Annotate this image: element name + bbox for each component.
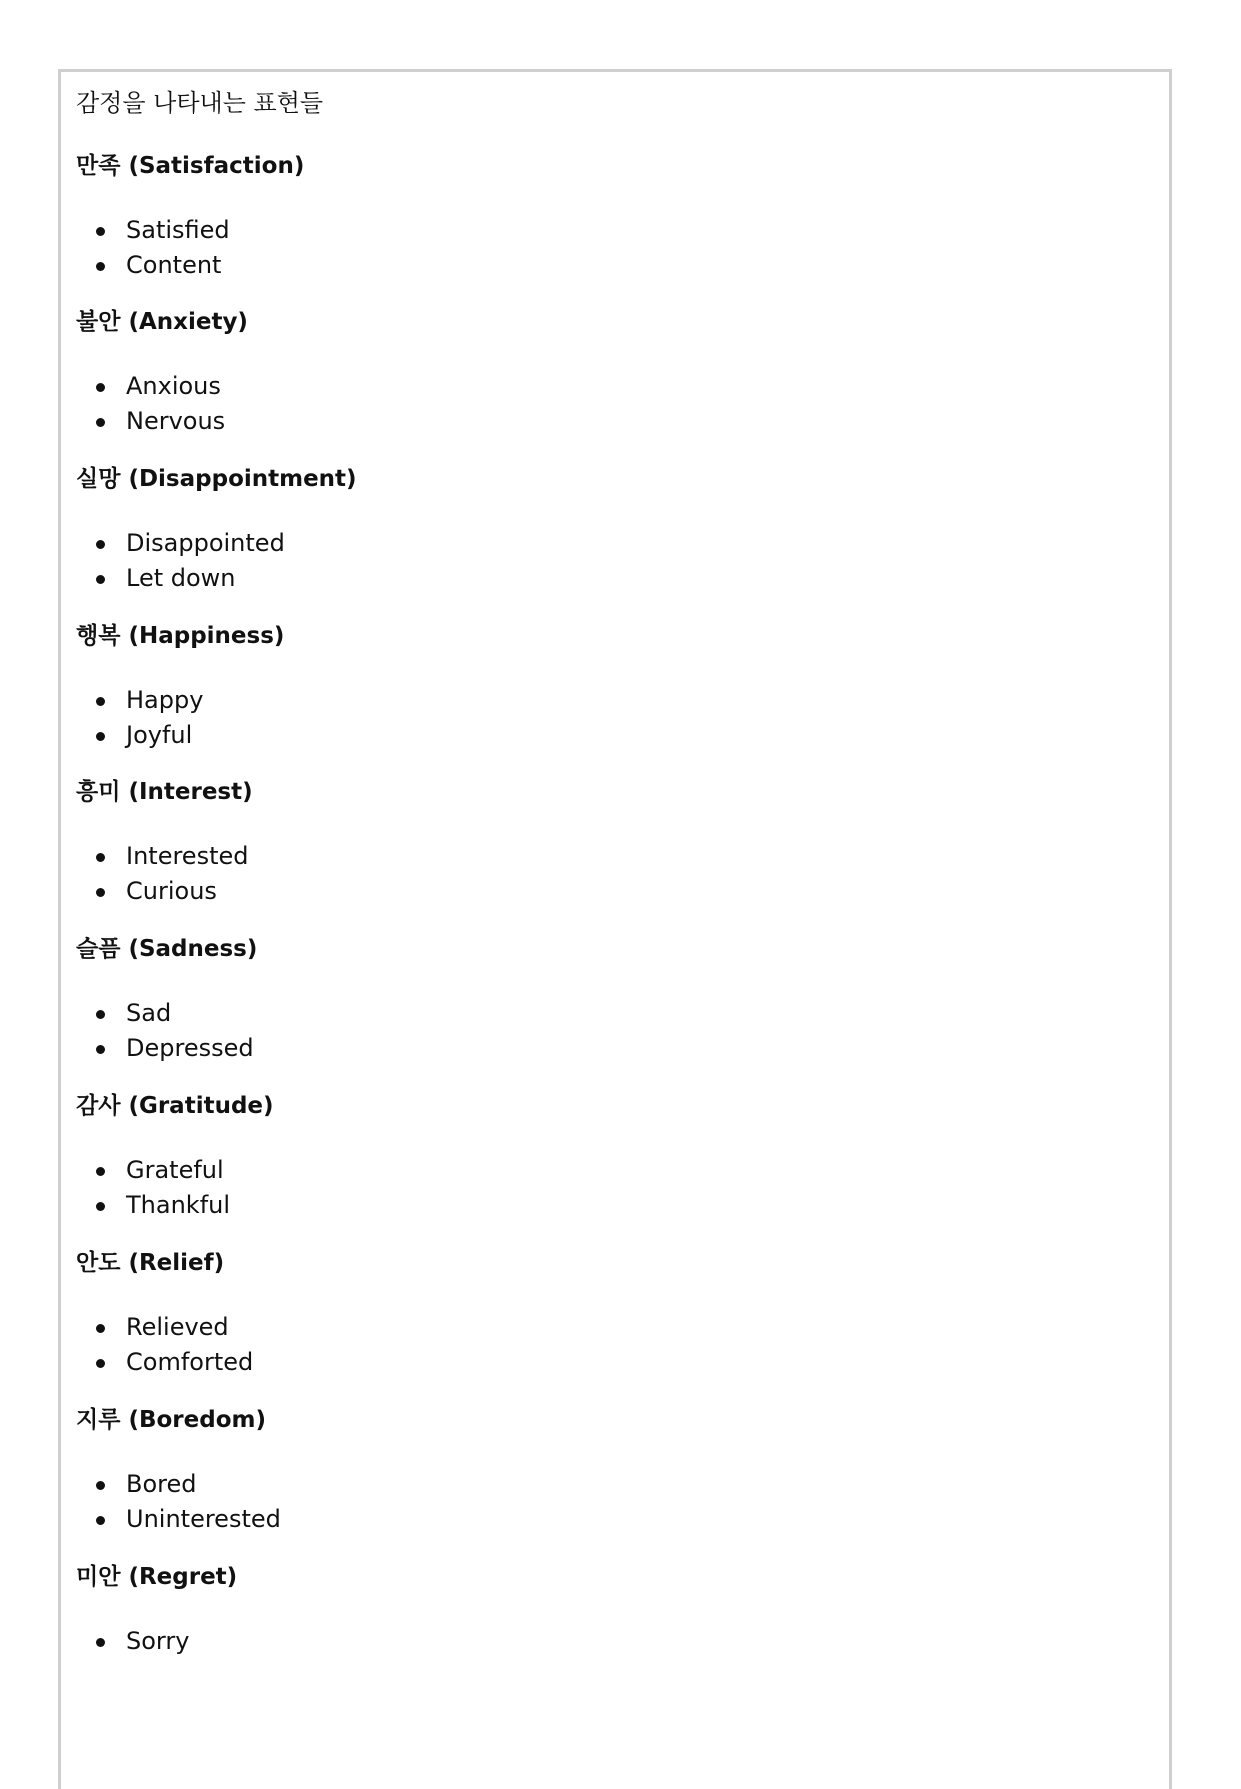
list-item <box>76 1345 253 1380</box>
bullet-icon <box>96 697 105 706</box>
list-item-text: Depressed <box>126 1034 254 1062</box>
list-item <box>76 683 203 718</box>
section-happiness <box>76 620 1076 749</box>
expression-list <box>76 526 285 596</box>
list-item-text: Sorry <box>126 1627 190 1655</box>
section-heading: 행복 (Happiness) <box>76 623 285 649</box>
expression-list <box>76 1624 189 1659</box>
section-heading: 실망 (Disappointment) <box>76 466 357 492</box>
section-satisfaction <box>76 150 1076 279</box>
bullet-icon <box>96 540 105 549</box>
section-regret <box>76 1561 1076 1655</box>
list-item <box>76 526 285 561</box>
section-heading: 미안 (Regret) <box>76 1564 238 1590</box>
list-item-text: Relieved <box>126 1313 229 1341</box>
bullet-icon <box>96 1481 105 1490</box>
list-item-text: Uninterested <box>126 1505 281 1533</box>
expression-list <box>76 213 230 283</box>
section-heading: 불안 (Anxiety) <box>76 309 248 335</box>
bullet-icon <box>96 732 105 741</box>
list-item <box>76 1153 230 1188</box>
bullet-icon <box>96 1359 105 1368</box>
section-heading: 지루 (Boredom) <box>76 1407 266 1433</box>
expression-list <box>76 996 254 1066</box>
bullet-icon <box>96 262 105 271</box>
list-item <box>76 213 230 248</box>
bullet-icon <box>96 575 105 584</box>
list-item-text: Comforted <box>126 1348 254 1376</box>
section-gratitude <box>76 1090 1076 1219</box>
expression-list <box>76 683 203 753</box>
expression-list <box>76 839 248 909</box>
list-item-text: Anxious <box>126 372 221 400</box>
bullet-icon <box>96 1324 105 1333</box>
expression-list <box>76 369 225 439</box>
list-item <box>76 1031 254 1066</box>
list-item <box>76 1188 230 1223</box>
bullet-icon <box>96 227 105 236</box>
bullet-icon <box>96 888 105 897</box>
list-item <box>76 839 248 874</box>
list-item-text: Satisfied <box>126 216 230 244</box>
list-item <box>76 561 285 596</box>
section-boredom <box>76 1404 1076 1533</box>
section-disappointment <box>76 463 1076 592</box>
list-item-text: Joyful <box>126 721 193 749</box>
expression-list <box>76 1467 281 1537</box>
document-title: 감정을 나타내는 표현들 <box>76 89 324 117</box>
list-item-text: Thankful <box>126 1191 231 1219</box>
section-heading: 슬픔 (Sadness) <box>76 936 258 962</box>
section-heading: 흥미 (Interest) <box>76 779 253 805</box>
list-item <box>76 874 248 909</box>
bullet-icon <box>96 1202 105 1211</box>
section-heading: 만족 (Satisfaction) <box>76 153 305 179</box>
bullet-icon <box>96 1045 105 1054</box>
list-item-text: Interested <box>126 842 249 870</box>
list-item-text: Grateful <box>126 1156 224 1184</box>
bullet-icon <box>96 1516 105 1525</box>
list-item <box>76 996 254 1031</box>
bullet-icon <box>96 1638 105 1647</box>
list-item <box>76 1624 189 1659</box>
section-relief <box>76 1247 1076 1376</box>
section-interest <box>76 776 1076 905</box>
bullet-icon <box>96 418 105 427</box>
list-item-text: Content <box>126 251 222 279</box>
expression-list <box>76 1310 253 1380</box>
section-anxiety <box>76 306 1076 435</box>
list-item-text: Let down <box>126 564 236 592</box>
list-item <box>76 248 230 283</box>
list-item <box>76 369 225 404</box>
list-item-text: Sad <box>126 999 172 1027</box>
section-heading: 안도 (Relief) <box>76 1250 225 1276</box>
list-item <box>76 1502 281 1537</box>
section-sadness <box>76 933 1076 1062</box>
bullet-icon <box>96 1167 105 1176</box>
bullet-icon <box>96 853 105 862</box>
expression-list <box>76 1153 230 1223</box>
list-item-text: Disappointed <box>126 529 285 557</box>
list-item-text: Happy <box>126 686 204 714</box>
list-item-text: Curious <box>126 877 217 905</box>
list-item <box>76 404 225 439</box>
list-item-text: Bored <box>126 1470 197 1498</box>
list-item-text: Nervous <box>126 407 226 435</box>
list-item <box>76 1467 281 1502</box>
section-heading: 감사 (Gratitude) <box>76 1093 274 1119</box>
list-item <box>76 718 203 753</box>
bullet-icon <box>96 383 105 392</box>
bullet-icon <box>96 1010 105 1019</box>
list-item <box>76 1310 253 1345</box>
